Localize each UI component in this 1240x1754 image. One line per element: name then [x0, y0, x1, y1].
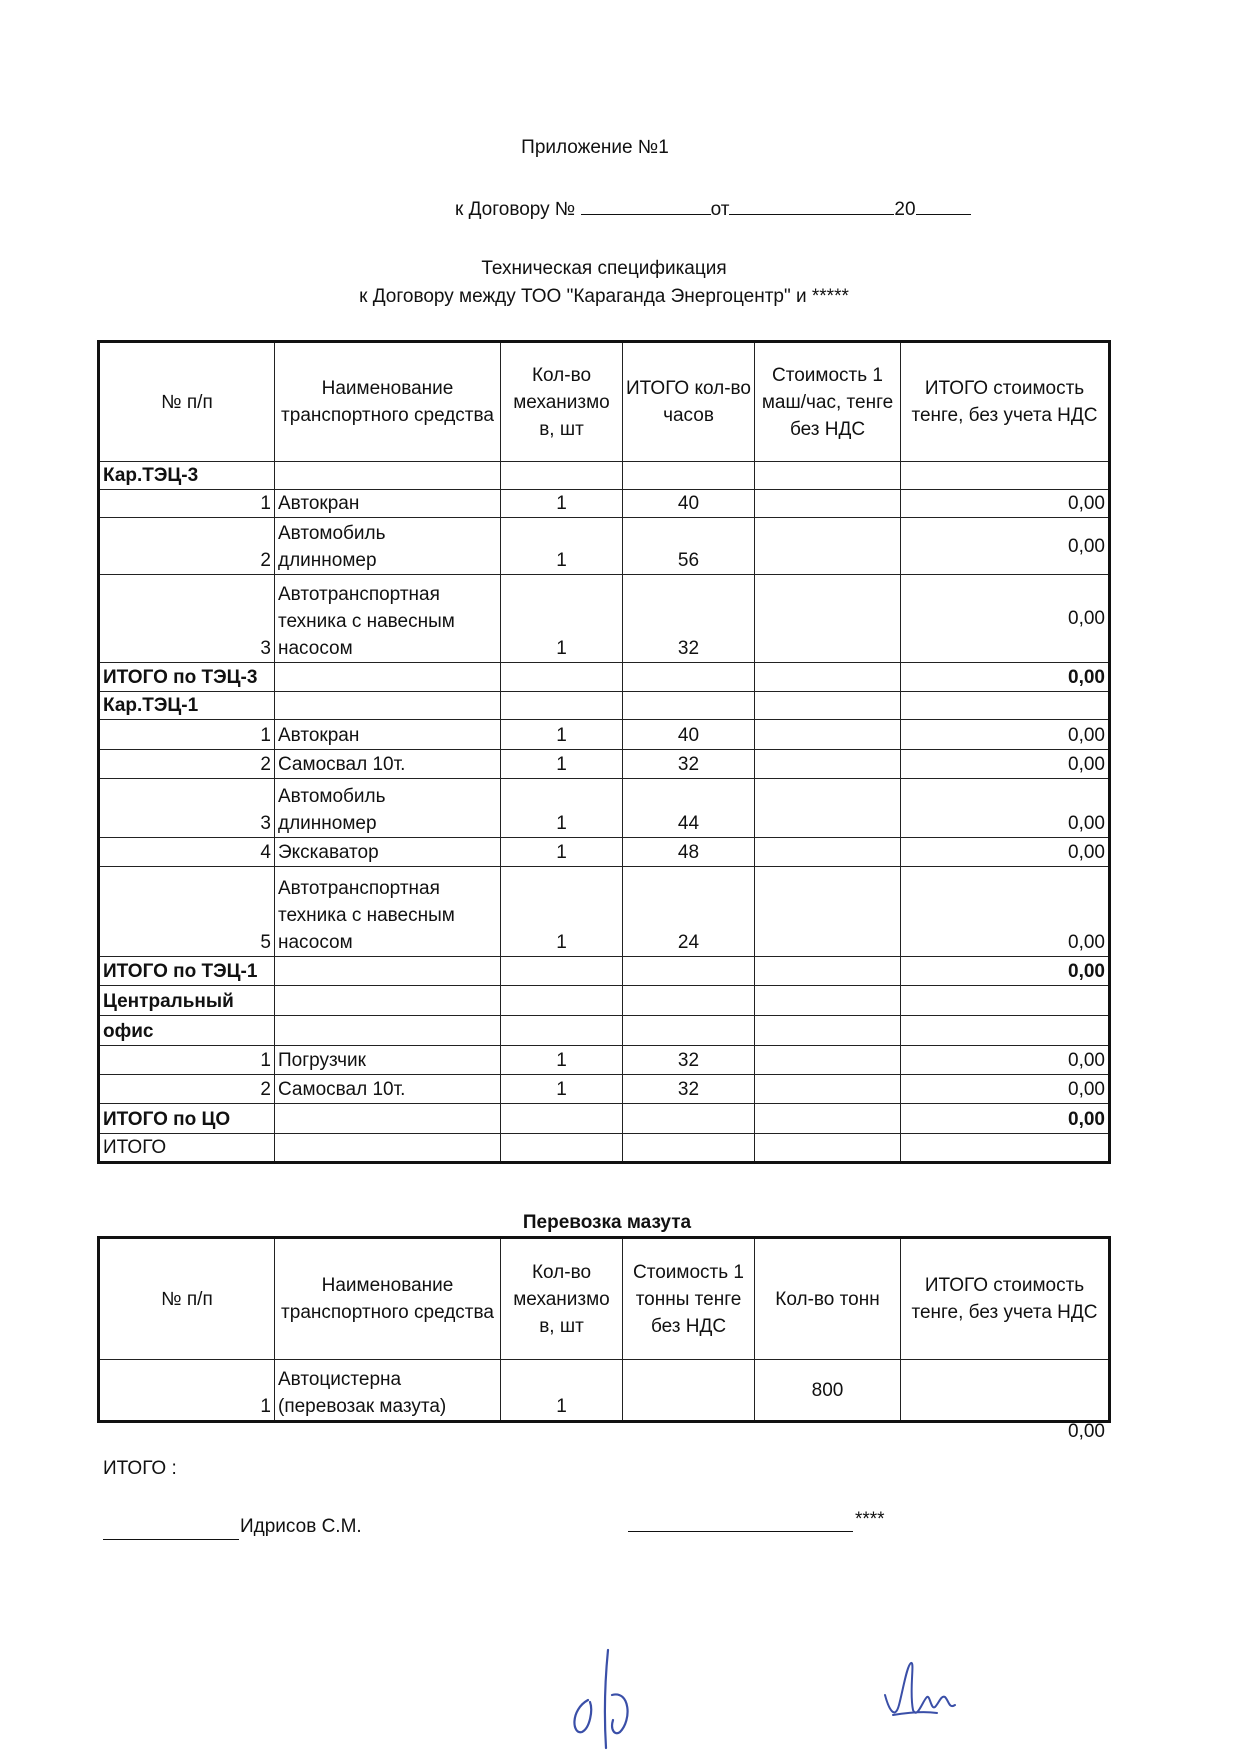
row-num: 4: [99, 838, 275, 867]
subtotal-row: [99, 663, 1110, 692]
row-total: 0,00: [901, 750, 1110, 779]
subtotal-label: ИТОГО по ЦО: [99, 1104, 275, 1134]
row-qty: 1: [501, 575, 623, 663]
grand-total-row: [99, 1134, 1110, 1163]
fuel-section-title: Перевозка мазута: [522, 1212, 692, 1233]
spec-subtitle: к Договору между ТОО "Караганда Энергоцентр" и *****: [359, 286, 849, 307]
row-cost: [755, 490, 901, 518]
row-name: Автокран: [275, 490, 501, 518]
row-name-line: Автотранспортная: [278, 584, 440, 605]
row-hours: 48: [623, 838, 755, 867]
row-hours: 56: [623, 518, 755, 575]
row-hours: 32: [623, 1046, 755, 1075]
section-row: [99, 462, 1110, 490]
row-qty: 1: [501, 779, 623, 838]
row-total: [901, 1360, 1110, 1422]
subtotal-label: ИТОГО по ТЭЦ-3: [99, 663, 275, 692]
row-qty: 1: [501, 1075, 623, 1104]
row-name-line: Автотранспортная: [278, 878, 440, 899]
row-qty: 1: [501, 838, 623, 867]
fuel-header-total: ИТОГО стоимость тенге, без учета НДС: [901, 1238, 1110, 1360]
contract-year-blank: [916, 196, 971, 215]
row-name-line: (перевозак мазута): [278, 1396, 447, 1417]
signature-line-right: [628, 1530, 853, 1532]
table-row: [99, 575, 1110, 663]
row-cost: [755, 838, 901, 867]
row-qty: 1: [501, 518, 623, 575]
row-total: 0,00: [901, 1075, 1110, 1104]
header-name: Наименование транспортного средства: [275, 342, 501, 462]
subtotal-value: 0,00: [901, 1104, 1110, 1134]
row-hours: 32: [623, 575, 755, 663]
header-cost: Стоимость 1 маш/час, тенге без НДС: [755, 342, 901, 462]
subtotal-row: [99, 957, 1110, 986]
row-hours: 40: [623, 720, 755, 750]
header-qty: Кол-во механизмо в, шт: [501, 342, 623, 462]
signatory-right-name: ****: [855, 1509, 885, 1530]
fuel-header-row: [99, 1238, 1110, 1360]
table-row: [99, 1046, 1110, 1075]
subtotal-value: 0,00: [901, 663, 1110, 692]
row-total: 0,00: [901, 575, 1110, 663]
row-cost: [755, 518, 901, 575]
section-label: Центральный: [99, 986, 275, 1016]
fuel-header-num: № п/п: [99, 1238, 275, 1360]
row-qty: 1: [501, 490, 623, 518]
row-name: [275, 779, 501, 838]
contract-line: [455, 196, 971, 221]
header-num: № п/п: [99, 342, 275, 462]
fuel-header-tons: Кол-во тонн: [755, 1238, 901, 1360]
row-total: 0,00: [901, 1046, 1110, 1075]
section-row: [99, 986, 1110, 1016]
row-num: 1: [99, 1046, 275, 1075]
row-num: 1: [99, 1360, 275, 1422]
row-name: Самосвал 10т.: [275, 1075, 501, 1104]
row-name-line: Автомобиль: [278, 523, 386, 544]
contract-date-blank: [729, 196, 894, 215]
total-label: ИТОГО :: [103, 1458, 177, 1479]
row-tons: 800: [755, 1360, 901, 1422]
fuel-header-qty: Кол-во механизмо в, шт: [501, 1238, 623, 1360]
fuel-table: [97, 1236, 1111, 1423]
row-total: 0,00: [901, 867, 1110, 957]
row-name: [275, 867, 501, 957]
section-row: [99, 1016, 1110, 1046]
row-cost: [755, 867, 901, 957]
row-cost: [755, 720, 901, 750]
row-hours: 44: [623, 779, 755, 838]
row-name-line: насосом: [278, 932, 353, 953]
row-name: [275, 1360, 501, 1422]
row-total: 0,00: [901, 518, 1110, 575]
table-row: [99, 838, 1110, 867]
row-hours: 32: [623, 1075, 755, 1104]
table-row: [99, 1360, 1110, 1422]
row-name-line: насосом: [278, 638, 353, 659]
section-label: офис: [99, 1016, 275, 1046]
row-name: [275, 575, 501, 663]
row-total: 0,00: [901, 779, 1110, 838]
table-header-row: [99, 342, 1110, 462]
subtotal-value: 0,00: [901, 957, 1110, 986]
row-qty: 1: [501, 867, 623, 957]
row-hours: 24: [623, 867, 755, 957]
row-name: Самосвал 10т.: [275, 750, 501, 779]
header-hours: ИТОГО кол-во часов: [623, 342, 755, 462]
row-total: 0,00: [901, 720, 1110, 750]
row-num: 2: [99, 1075, 275, 1104]
section-label: Кар.ТЭЦ-3: [99, 462, 275, 490]
contract-prefix: к Договору №: [455, 199, 576, 220]
row-num: 1: [99, 490, 275, 518]
table-row: [99, 750, 1110, 779]
handwritten-signature-left: [560, 1640, 650, 1750]
row-num: 3: [99, 575, 275, 663]
fuel-header-name: Наименование транспортного средства: [275, 1238, 501, 1360]
row-name-line: Автомобиль: [278, 786, 386, 807]
section-row: [99, 692, 1110, 720]
contract-from: от: [710, 199, 730, 220]
row-name-line: техника с навесным: [278, 611, 455, 632]
table-row: [99, 720, 1110, 750]
contract-year: 20: [894, 199, 916, 220]
row-total: 0,00: [901, 490, 1110, 518]
section-label: Кар.ТЭЦ-1: [99, 692, 275, 720]
table-row: [99, 518, 1110, 575]
table-row: [99, 490, 1110, 518]
row-num: 2: [99, 750, 275, 779]
row-qty: 1: [501, 750, 623, 779]
row-name: Автокран: [275, 720, 501, 750]
row-total: 0,00: [901, 838, 1110, 867]
table-row: [99, 779, 1110, 838]
handwritten-signature-right: [875, 1655, 965, 1735]
row-qty: 1: [501, 720, 623, 750]
subtotal-label: ИТОГО по ТЭЦ-1: [99, 957, 275, 986]
row-hours: 32: [623, 750, 755, 779]
row-name: [275, 518, 501, 575]
row-cost: [623, 1360, 755, 1422]
row-name: Экскаватор: [275, 838, 501, 867]
subtotal-row: [99, 1104, 1110, 1134]
grand-total-label: ИТОГО: [99, 1134, 275, 1163]
row-num: 3: [99, 779, 275, 838]
row-cost: [755, 779, 901, 838]
fuel-header-cost: Стоимость 1 тонны тенге без НДС: [623, 1238, 755, 1360]
row-name-line: техника с навесным: [278, 905, 455, 926]
table-row: [99, 1075, 1110, 1104]
table-row: [99, 867, 1110, 957]
signature-line-left: [103, 1538, 239, 1540]
fuel-total-value: 0,00: [1068, 1421, 1105, 1442]
spec-table: [97, 340, 1111, 1164]
row-name-line: длинномер: [278, 813, 377, 834]
row-num: 5: [99, 867, 275, 957]
row-cost: [755, 1046, 901, 1075]
row-hours: 40: [623, 490, 755, 518]
header-total: ИТОГО стоимость тенге, без учета НДС: [901, 342, 1110, 462]
row-qty: 1: [501, 1360, 623, 1422]
appendix-title: Приложение №1: [521, 137, 669, 158]
row-cost: [755, 575, 901, 663]
row-num: 2: [99, 518, 275, 575]
row-name-line: длинномер: [278, 550, 377, 571]
row-name: Погрузчик: [275, 1046, 501, 1075]
row-cost: [755, 1075, 901, 1104]
signatory-left-name: Идрисов С.М.: [240, 1516, 362, 1537]
spec-title: Техническая спецификация: [481, 258, 727, 279]
row-name-line: Автоцистерна: [278, 1369, 402, 1390]
row-qty: 1: [501, 1046, 623, 1075]
row-cost: [755, 750, 901, 779]
contract-number-blank: [581, 196, 711, 215]
row-num: 1: [99, 720, 275, 750]
